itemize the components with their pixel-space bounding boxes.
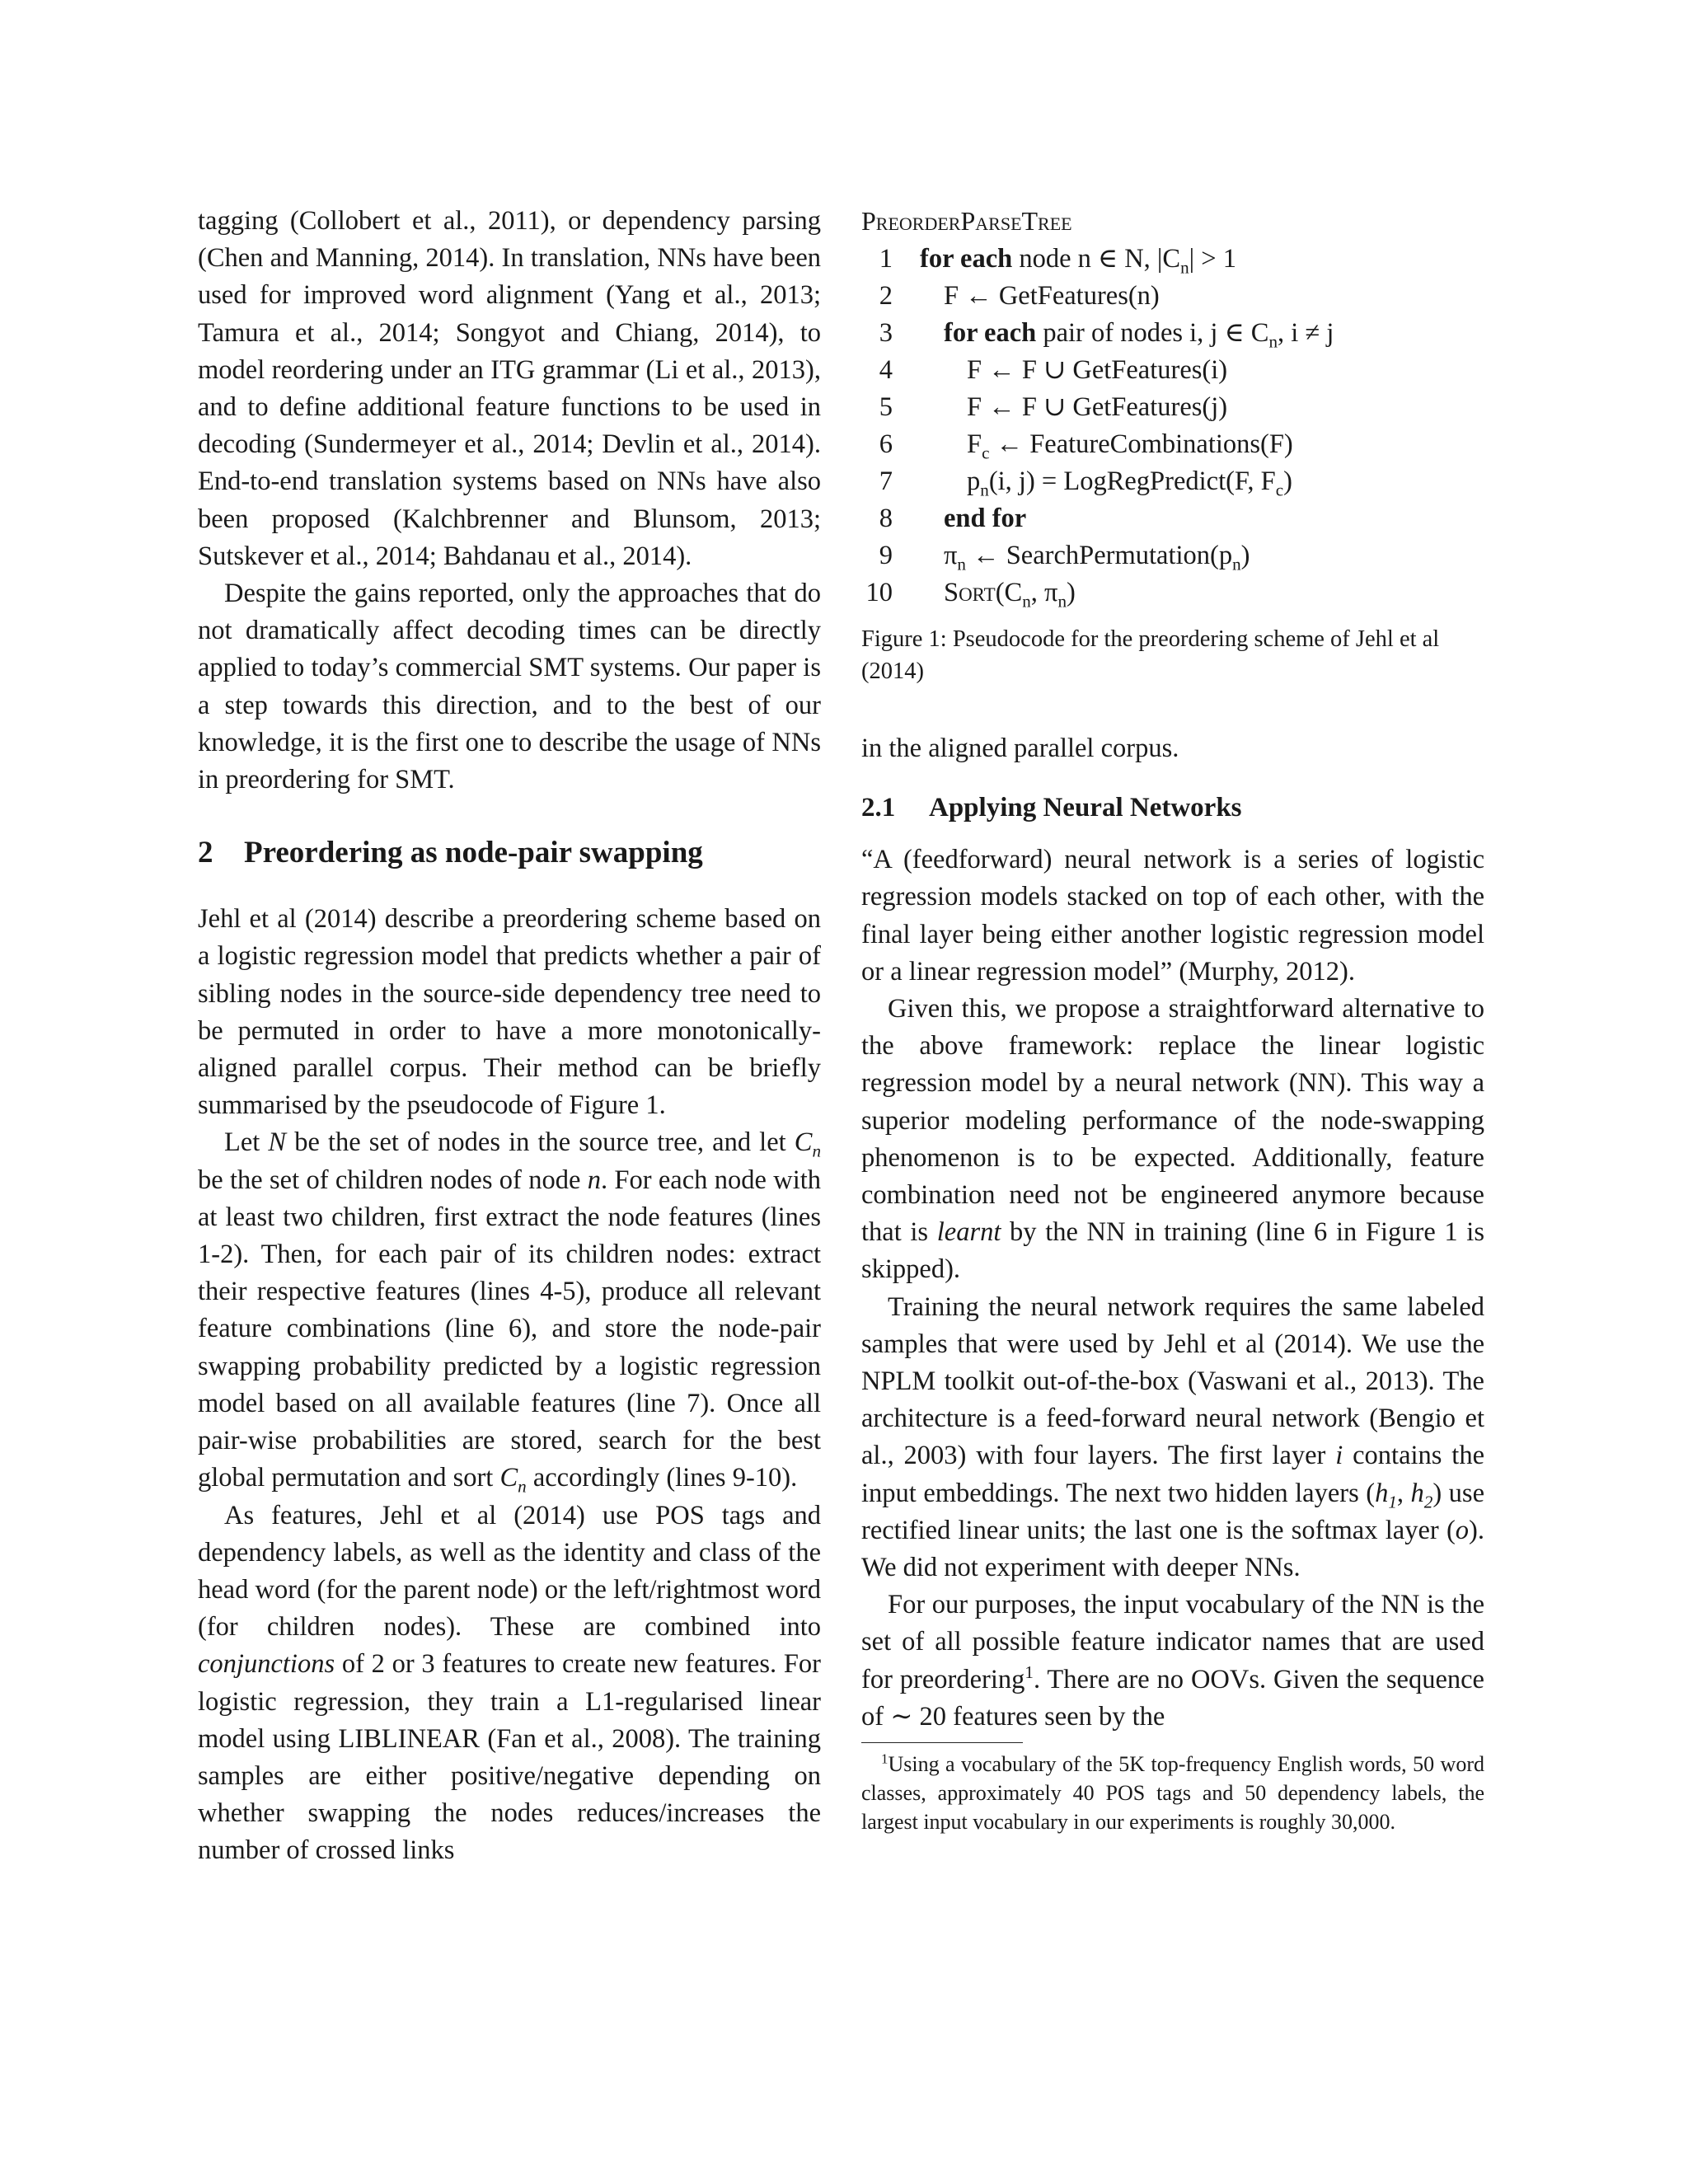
algorithm-line: 2 F ← GetFeatures(n) xyxy=(861,278,1484,315)
figure-1 xyxy=(861,203,1484,687)
left-column xyxy=(198,203,821,1870)
algorithm-line: 3 for each pair of nodes i, j ∈ $C_n$, i ≠ j xyxy=(861,315,1484,352)
paragraph-vocabulary: For our purposes, the input vocabulary of the NN is the set of all possible feature indicator names that are used for preordering$^1$. There are no OOVs. Given the sequence of ∼ 20 features seen by the xyxy=(861,1590,1484,1732)
math-Cn: $C_n$ xyxy=(794,1127,822,1161)
algorithm-title: PreorderParseTree xyxy=(861,206,1072,236)
line-number: 2 xyxy=(879,281,893,311)
emphasis-learnt: learnt xyxy=(936,1217,1001,1248)
math-h2: $h_2$ xyxy=(1410,1478,1433,1512)
paragraph-jehl-scheme: Jehl et al (2014) describe a preordering scheme based on a logistic regression model that predicts whether a pair of sibling nodes in the source-side dependency tree need to be permuted in order to have a more monotonically-aligned parallel corpus. Their method can be briefly summarised by the pseudocode of Figure 1. xyxy=(198,904,821,1121)
subsection-heading xyxy=(861,789,1484,827)
line-number: 8 xyxy=(879,504,893,533)
footnote: $^1$Using a vocabulary of the 5K top-frequency English words, 50 word classes, approximately 40 POS tags and 50 dependency labels, the largest input vocabulary in our experiments is roughly 30,000. xyxy=(861,1750,1484,1835)
paragraph-quote: “A (feedforward) neural network is a series of logistic regression models stacked on top of each other, with the final layer being either another logistic regression model or a linear regression model” (Murphy, 2012). xyxy=(861,845,1484,987)
algorithm-line: 1 for each node n ∈ N, $|C_n| > 1$ xyxy=(861,241,1484,278)
line-number: 9 xyxy=(879,541,893,570)
section-title: Preordering as node-pair swapping xyxy=(244,836,703,870)
section-heading xyxy=(198,833,821,873)
paragraph-related-work: tagging (Collobert et al., 2011), or dependency parsing (Chen and Manning, 2014). In translation, NNs have been used for improved word alignment (Yang et al., 2013; Tamura et al., 2014; Songyot and Chiang, 2014), to model reordering under an ITG grammar (Li et al., 2013), and to define additional feature functions to be used in decoding (Sundermeyer et al., 2014; Devlin et al., 2014). End-to-end translation systems based on NNs have also been proposed (Kalchbrenner and Blunsom, 2013; Sutskever et al., 2014; Bahdanau et al., 2014). xyxy=(198,206,821,571)
figure-caption: Figure 1: Pseudocode for the preordering scheme of Jehl et al (2014) xyxy=(861,626,1440,684)
algorithm-line: 4 F ← F ∪ GetFeatures(i) xyxy=(861,352,1484,389)
paragraph-features: As features, Jehl et al (2014) use POS tags and dependency labels, as well as the identity and class of the head word (for the parent node) or the left/rightmost word (for children nodes). These are combined into conjunctions of 2 or 3 features to create new features. For logistic regression, they train a L1-regularised linear model using LIBLINEAR (Fan et al., 2008). The training samples are either positive/negative depending on whether swapping the nodes reduces/increases the number of crossed links xyxy=(198,1500,821,1866)
math-i: i xyxy=(1335,1441,1343,1471)
footnote-rule xyxy=(861,1742,1023,1743)
algorithm-line: 7 $p_n(i$, j) = LogRegPredict(F, $F_c$) xyxy=(861,463,1484,500)
line-number: 4 xyxy=(879,355,893,385)
right-column xyxy=(861,203,1484,1836)
algorithm-line: 6 $F_c$ ← FeatureCombinations(F) xyxy=(861,426,1484,463)
line-number: 5 xyxy=(879,392,893,422)
algorithm-line: 10 $Sort(C_n$, $\pi_n$) xyxy=(861,574,1484,612)
math-Cn: $C_n$ xyxy=(499,1463,527,1497)
line-number: 7 xyxy=(879,466,893,496)
paragraph-algorithm-description: Let N be the set of nodes in the source tree, and let $C_n$ be the set of children nodes of node n. For each node with at least two children, first extract the node features (lines 1-2). Then, for each pair of its children nodes: extract their respective features (lines 4-5), produce all relevant feature combinations (line 6), and store the node-pair swapping probability predicted by a logistic regression model based on all available features (line 7). Once all pair-wise probabilities are stored, search for the best global permutation and sort $C_n$ accordingly (lines 9-10). xyxy=(198,1127,822,1497)
math-n: n xyxy=(587,1165,601,1195)
line-number: 10 xyxy=(865,578,893,607)
line-number: 3 xyxy=(879,318,893,348)
section-number: 2 xyxy=(198,836,213,870)
paragraph-architecture: Training the neural network requires the same labeled samples that were used by Jehl et al (2014). We use the NPLM toolkit out-of-the-box (Vaswani et al., 2013). The architecture is a feed-forward neural network (Bengio et al., 2003) with four layers. The first layer i contains the input embeddings. The next two hidden layers ($h_1$, $h_2$) use rectified linear units; the last one is the softmax layer (o). We did not experiment with deeper NNs. xyxy=(861,1291,1484,1583)
subsection-number: 2.1 xyxy=(861,793,896,823)
emphasis-conjunctions: conjunctions xyxy=(198,1649,335,1680)
algorithm-line: 9 $\pi_n$ ← $SearchPermutation(p_n)$ xyxy=(861,537,1484,574)
line-number: 1 xyxy=(879,244,893,274)
paragraph-continuation: in the aligned parallel corpus. xyxy=(861,733,1179,763)
paragraph-motivation: Despite the gains reported, only the approaches that do not dramatically affect decoding times can be directly applied to today’s commercial SMT systems. Our paper is a step towards this direction, and to the best of our knowledge, it is the first one to describe the usage of NNs in preordering for SMT. xyxy=(198,579,821,795)
line-number: 6 xyxy=(879,429,893,459)
math-o: o xyxy=(1455,1515,1470,1545)
footnote-marker: 1 xyxy=(1025,1661,1034,1682)
algorithm-line: 5 F ← F ∪ GetFeatures(j) xyxy=(861,389,1484,426)
math-N: N xyxy=(268,1127,287,1158)
subsection-title: Applying Neural Networks xyxy=(929,793,1242,823)
math-h1: $h_1$ xyxy=(1375,1478,1397,1512)
algorithm-line: 8 end for xyxy=(861,500,1484,537)
paragraph-proposal: Given this, we propose a straightforward alternative to the above framework: replace the linear logistic regression model by a neural network (NN). This way a superior modeling performance of the node-swapping phenomenon is to be expected. Additionally, feature combination need not be engineered anymore because that is learnt by the NN in training (line 6 in Figure 1 is skipped). xyxy=(861,994,1484,1285)
